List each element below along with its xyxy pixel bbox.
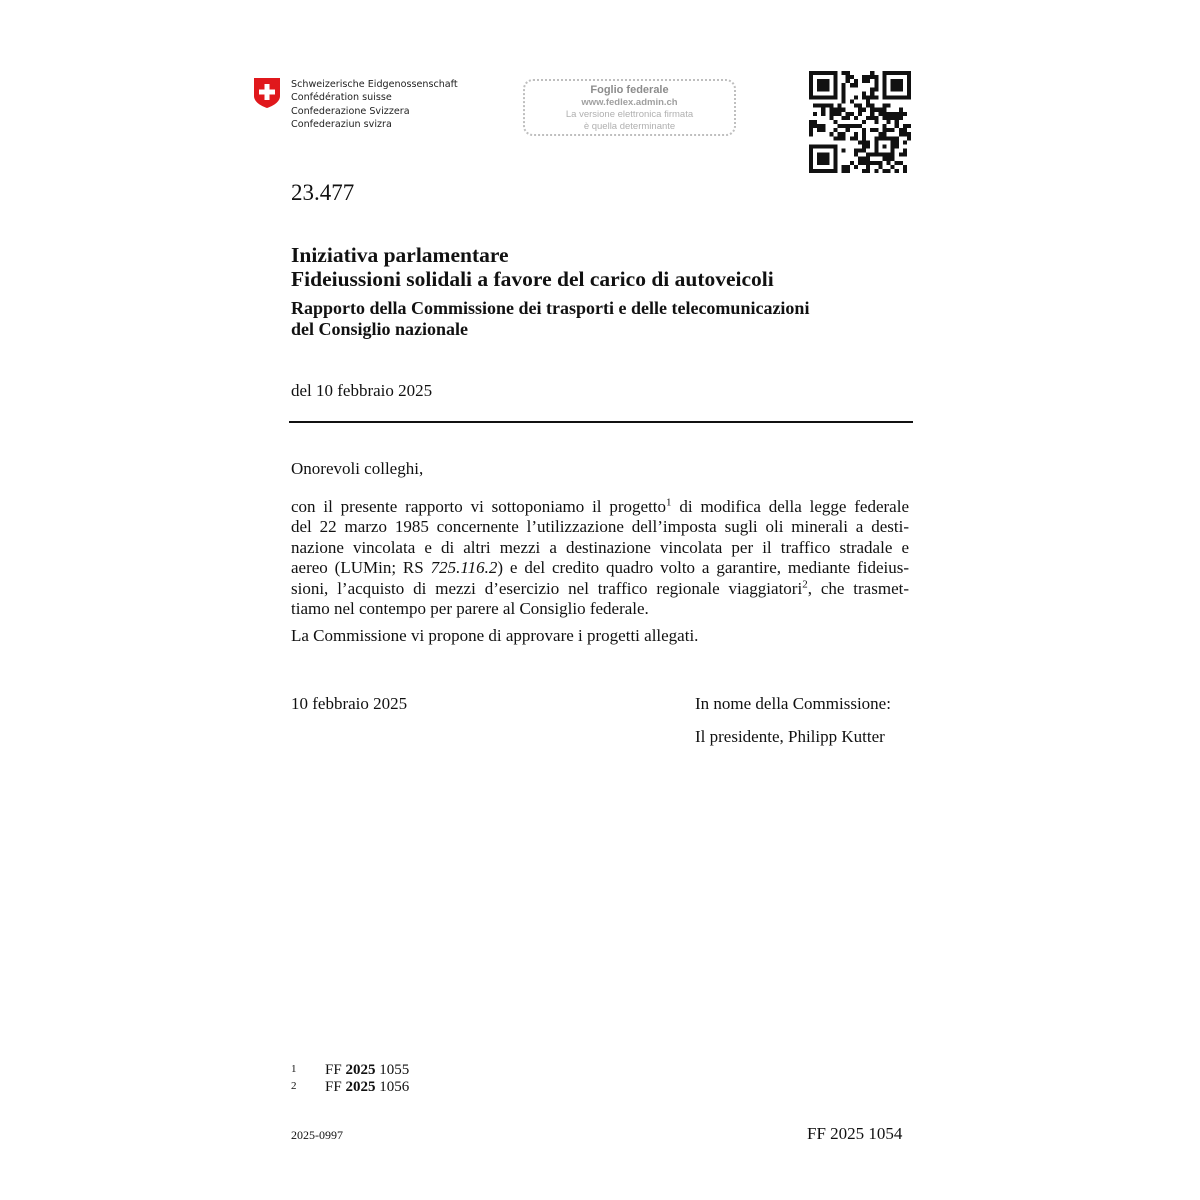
confederation-name-fr: Confédération suisse [291,92,392,104]
document-subtitle [291,298,809,340]
footnote-number: 2 [291,1080,297,1092]
text-run: , che trasmet- [807,578,909,598]
body-paragraph-2: La Commissione vi propone di approvare i progetti allegati. [291,626,699,645]
paragraph-line: del 22 marzo 1985 concernente l’utilizzazione dell’imposta sugli oli minerali a desti- [291,517,909,537]
salutation: Onorevoli colleghi, [291,459,424,478]
confederation-name-it: Confederazione Svizzera [291,105,410,117]
footnote-year: 2025 [345,1079,376,1095]
paragraph-line [291,579,909,599]
text-run: ) e del credito quadro volto a garantire, mediante fideius- [497,558,909,578]
paragraph-line: tiamo nel contempo per parere al Consiglio federale. [291,599,649,619]
confederation-names [291,78,458,132]
text-run: di modifica della legge federale [671,497,909,516]
footnote-prefix: FF [325,1079,346,1095]
footnote-number: 1 [291,1063,297,1075]
paragraph-line: nazione vincolata e di altri mezzi a destinazione vincolata per il traffico stradale e [291,537,909,557]
subtitle-line-2: del Consiglio nazionale [291,319,469,339]
text-run: aereo (LUMin; RS [291,558,431,578]
gazette-reference: FF 2025 1054 [807,1124,903,1143]
document-title [291,243,774,291]
footnote-ref-1[interactable]: 1 [666,496,672,509]
document-date: del 10 febbraio 2025 [291,381,433,400]
paragraph-line [291,497,909,517]
title-line-2: Fideiussioni solidali a favore del carico di autoveicoli [291,267,774,291]
footnote-year: 2025 [345,1062,376,1078]
legal-reference-link[interactable]: 725.116.2 [430,558,498,578]
document-number: 23.477 [291,180,355,205]
confederation-name-rm: Confederaziun svizra [291,119,392,131]
footnote-ref-2[interactable]: 2 [802,577,808,590]
text-run: con il presente rapporto vi sottoponiamo il progetto [291,497,667,516]
subtitle-line-1: Rapporto della Commissione dei trasporti e delle telecomunicazioni [291,298,810,318]
title-line-1: Iniziativa parlamentare [291,243,509,267]
stamp-title: Foglio federale [590,84,669,96]
swiss-cross-icon [253,77,281,109]
header-divider [289,421,913,423]
stamp-note-1: La versione elettronica firmata [565,109,694,120]
confederation-name-de: Schweizerische Eidgenossenschaft [291,79,458,90]
stamp-note-2: è quella determinante [583,121,676,132]
signature-on-behalf: In nome della Commissione: [695,694,891,713]
document-code: 2025-0997 [291,1128,343,1142]
qr-code-icon [809,71,911,173]
footnote-text [325,1079,409,1096]
text-run: sioni, l’acquisto di mezzi d’esercizio nel traffico regionale viaggiatori [291,578,803,598]
footnote-prefix: FF [325,1062,346,1078]
signature-date: 10 febbraio 2025 [291,694,408,713]
paragraph-line [291,558,909,578]
federal-gazette-stamp [523,79,736,136]
footnote-text [325,1062,409,1079]
footnote-page: 1056 [375,1079,410,1095]
signature-president: Il presidente, Philipp Kutter [695,727,885,746]
body-paragraph-1 [291,497,909,619]
footnote-page: 1055 [375,1062,410,1078]
stamp-url: www.fedlex.admin.ch [581,97,678,108]
